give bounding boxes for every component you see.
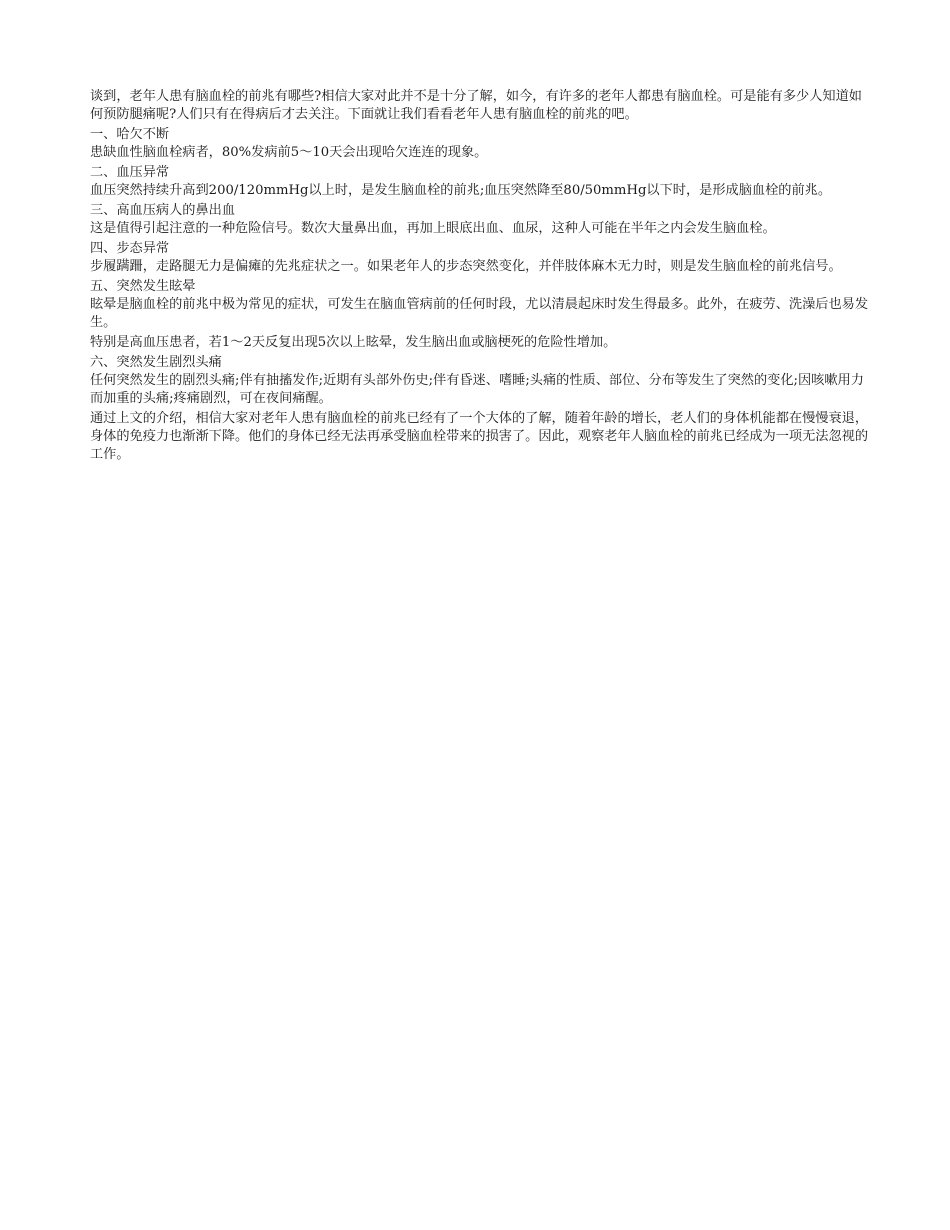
section-heading-dizziness: 五、突然发生眩晕 <box>90 279 196 294</box>
section-paragraph-nosebleed: 这是值得引起注意的一种危险信号。数次大量鼻出血，再加上眼底出血、血尿，这种人可能在半年之内会发生脑血栓。 <box>90 221 776 236</box>
section-paragraph-headache: 任何突然发生的剧烈头痛;伴有抽搐发作;近期有头部外伤史;伴有昏迷、嗜睡;头痛的性质、部位、分布等发生了突然的变化;因咳嗽用力而加重的头痛;疼痛剧烈，可在夜间痛醒。 <box>90 373 864 406</box>
conclusion-paragraph: 通过上文的介绍，相信大家对老年人患有脑血栓的前兆已经有了一个大体的了解，随着年龄的增长，老人们的身体机能都在慢慢衰退，身体的免疫力也渐渐下降。他们的身体已经无法再承受脑血栓带来的损害了。因此，观察老年人脑血栓的前兆已经成为一项无法忽视的工作。 <box>90 411 869 462</box>
section-heading-headache: 六、突然发生剧烈头痛 <box>90 355 222 370</box>
section-heading-gait: 四、步态异常 <box>90 241 170 256</box>
intro-paragraph: 谈到，老年人患有脑血栓的前兆有哪些?相信大家对此并不是十分了解，如今，有许多的老年人都患有脑血栓。可是能有多少人知道如何预防腿痛呢?人们只有在得病后才去关注。下面就让我们看看老年人患有脑血栓的前兆的吧。 <box>90 89 862 122</box>
section-heading-nosebleed: 三、高血压病人的鼻出血 <box>90 203 236 218</box>
section-paragraph-blood-pressure: 血压突然持续升高到200/120mmHg以上时，是发生脑血栓的前兆;血压突然降至80/50mmHg以下时，是形成脑血栓的前兆。 <box>90 183 832 198</box>
document-body <box>90 88 870 466</box>
section-heading-yawning: 一、哈欠不断 <box>90 127 170 142</box>
section-paragraph-dizziness-2: 特别是高血压患者，若1～2天反复出现5次以上眩晕，发生脑出血或脑梗死的危险性增加。 <box>90 335 617 350</box>
section-paragraph-dizziness-1: 眩晕是脑血栓的前兆中极为常见的症状，可发生在脑血管病前的任何时段，尤以清晨起床时发生得最多。此外，在疲劳、洗澡后也易发生。 <box>90 297 869 330</box>
section-paragraph-gait: 步履蹒跚，走路腿无力是偏瘫的先兆症状之一。如果老年人的步态突然变化，并伴肢体麻木无力时，则是发生脑血栓的前兆信号。 <box>90 259 842 274</box>
section-paragraph-yawning: 患缺血性脑血栓病者，80%发病前5～10天会出现哈欠连连的现象。 <box>90 145 488 160</box>
section-heading-blood-pressure: 二、血压异常 <box>90 165 170 180</box>
